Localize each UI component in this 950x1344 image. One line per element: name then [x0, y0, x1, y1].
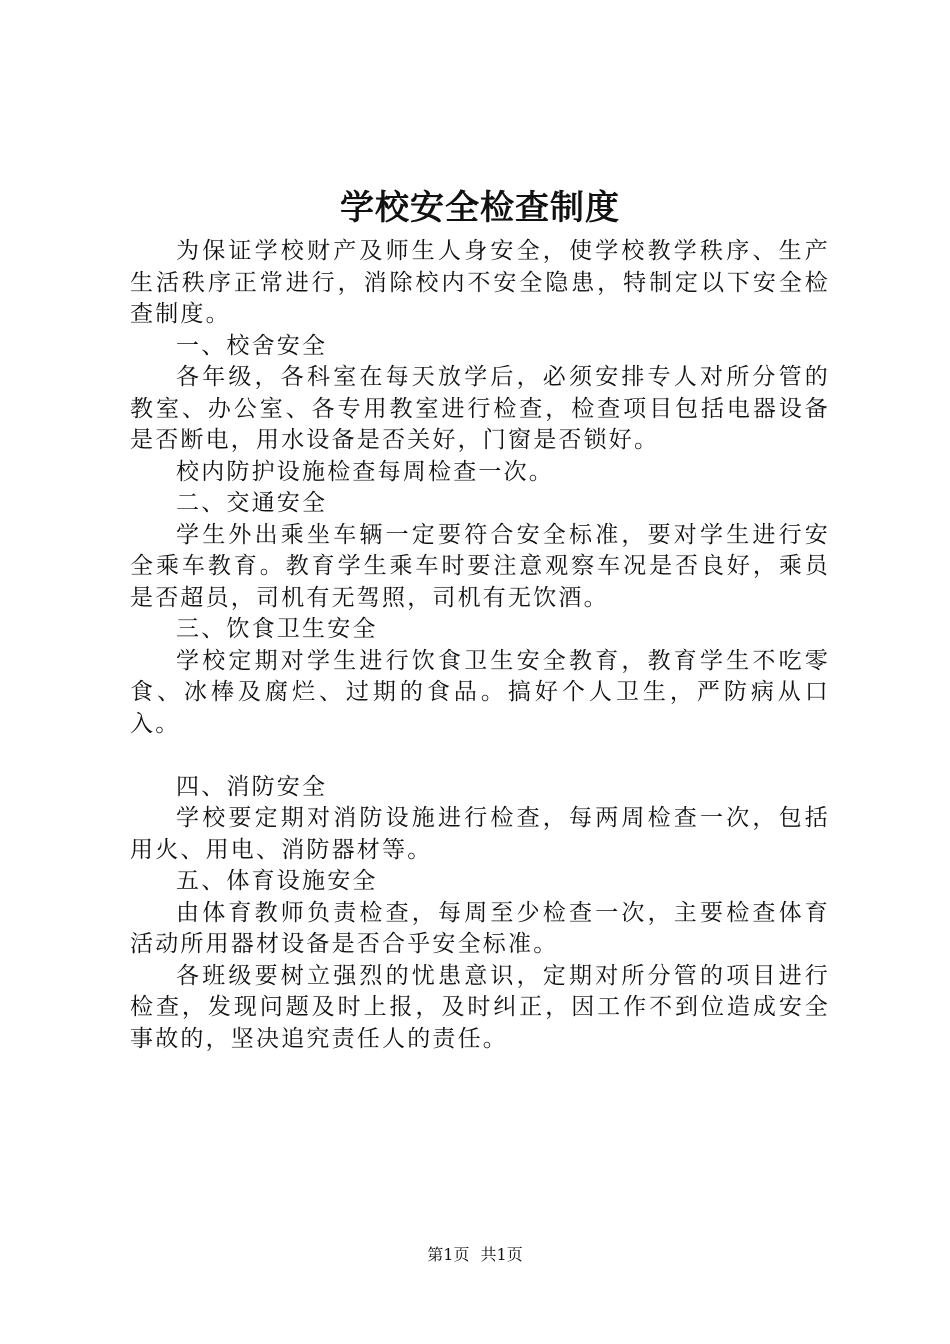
document-body: [130, 236, 830, 1055]
page-number-total: 共1页: [480, 1245, 523, 1264]
traffic-safety-paragraph: 学生外出乘坐车辆一定要符合安全标准，要对学生进行安全乘车教育。教育学生乘车时要注意观察车况是否良好，乘员是否超员，司机有无驾照，司机有无饮酒。: [130, 521, 830, 611]
document-title: 学校安全检查制度: [340, 188, 620, 228]
intro-paragraph: 为保证学校财产及师生人身安全，使学校教学秩序、生产生活秩序正常进行，消除校内不安全隐患，特制定以下安全检查制度。: [130, 238, 830, 327]
document-page: [130, 0, 830, 1344]
fire-safety-paragraph: 学校要定期对消防设施进行检查，每两周检查一次，包括用火、用电、消防器材等。: [130, 805, 830, 863]
page-number-current: 第1页: [427, 1245, 470, 1264]
food-safety-paragraph: 学校定期对学生进行饮食卫生安全教育，教育学生不吃零食、冰棒及腐烂、过期的食品。搞好个人卫生，严防病从口入。: [130, 647, 830, 737]
class-responsibility-paragraph: 各班级要树立强烈的忧患意识，定期对所分管的项目进行检查，发现问题及时上报，及时纠正，因工作不到位造成安全事故的，坚决追究责任人的责任。: [130, 962, 830, 1052]
building-safety-paragraph: 各年级，各科室在每天放学后，必须安排专人对所分管的教室、办公室、各专用教室进行检查，检查项目包括电器设备是否断电，用水设备是否关好，门窗是否锁好。: [130, 364, 830, 453]
section-heading-fire-safety: 四、消防安全: [176, 773, 328, 800]
page-footer: [0, 1243, 950, 1267]
section-heading-food-safety: 三、饮食卫生安全: [176, 616, 378, 642]
sports-safety-paragraph: 由体育教师负责检查，每周至少检查一次，主要检查体育活动所用器材设备是否合乎安全标准。: [130, 899, 830, 957]
section-heading-sports-safety: 五、体育设施安全: [176, 868, 378, 894]
protection-check-paragraph: 校内防护设施检查每周检查一次。: [176, 458, 554, 485]
section-heading-building-safety: 一、校舍安全: [176, 332, 328, 359]
section-heading-traffic-safety: 二、交通安全: [176, 490, 328, 516]
